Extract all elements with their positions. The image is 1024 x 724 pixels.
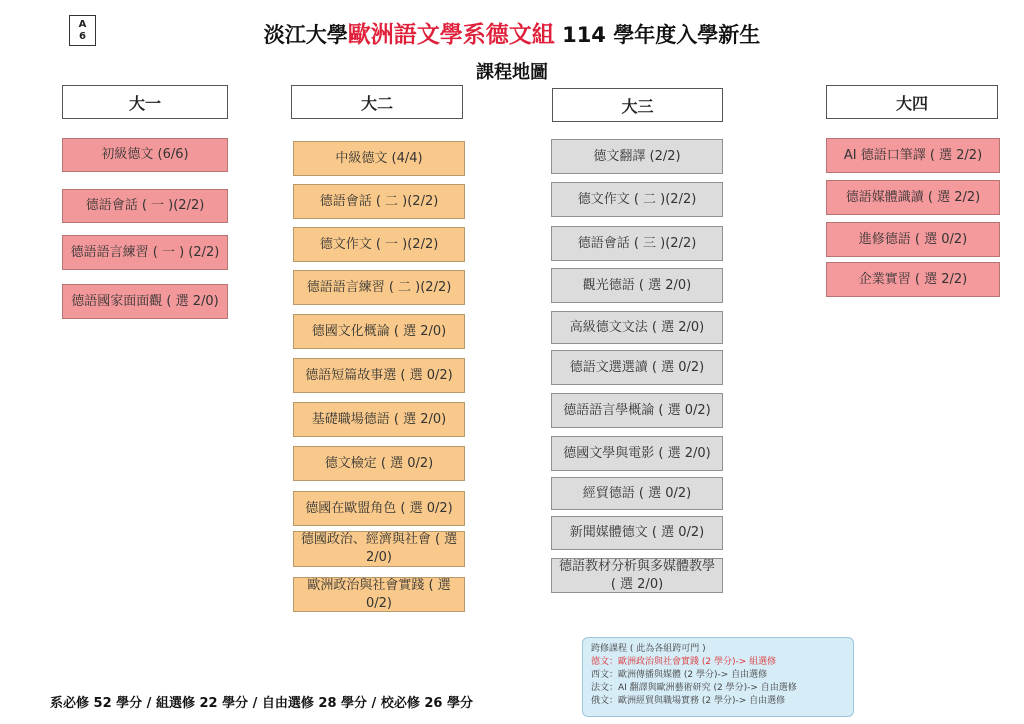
course-box: 德語語言學概論 ( 選 0/2) xyxy=(551,393,723,428)
course-box: 企業實習 ( 選 2/2) xyxy=(826,262,1000,297)
course-box: AI 德語口筆譯 ( 選 2/2) xyxy=(826,138,1000,173)
course-box: 德語短篇故事選 ( 選 0/2) xyxy=(293,358,465,393)
course-box: 進修德語 ( 選 0/2) xyxy=(826,222,1000,257)
note-line: 俄文：歐洲經貿與職場實務 (2 學分)-> 自由選修 xyxy=(591,696,786,706)
course-box: 德文作文 ( 二 )(2/2) xyxy=(551,182,723,217)
course-box: 德語語言練習 ( 一 ) (2/2) xyxy=(62,235,228,270)
year-header-4: 大四 xyxy=(826,85,998,119)
page-title xyxy=(0,16,1024,49)
note-line: 德文：歐洲政治與社會實踐 (2 學分)-> 組選修 xyxy=(591,657,777,667)
year-header-2: 大二 xyxy=(291,85,463,119)
note-line: 法文：AI 翻譯與歐洲藝術研究 (2 學分)-> 自由選修 xyxy=(591,683,797,693)
course-box: 德國文化概論 ( 選 2/0) xyxy=(293,314,465,349)
course-box: 觀光德語 ( 選 2/0) xyxy=(551,268,723,303)
course-box: 德文翻譯 (2/2) xyxy=(551,139,723,174)
title-suffix: 114 學年度入學新生 xyxy=(554,23,761,47)
title-department: 歐洲語文學系德文組 xyxy=(347,22,555,48)
course-box: 德語文選選讀 ( 選 0/2) xyxy=(551,350,723,385)
course-box: 德國政治、經濟與社會 ( 選 2/0) xyxy=(293,531,465,567)
course-box: 初級德文 (6/6) xyxy=(62,138,228,172)
course-box: 新聞媒體德文 ( 選 0/2) xyxy=(551,516,723,550)
cross-course-note xyxy=(582,637,854,717)
course-box: 中級德文 (4/4) xyxy=(293,141,465,176)
course-box: 德語會話 ( 三 )(2/2) xyxy=(551,226,723,261)
course-box: 德文檢定 ( 選 0/2) xyxy=(293,446,465,481)
note-line: 西文：歐洲傳播與媒體 (2 學分)-> 自由選修 xyxy=(591,670,768,680)
course-box: 德語會話 ( 一 )(2/2) xyxy=(62,189,228,223)
course-box: 德語國家面面觀 ( 選 2/0) xyxy=(62,284,228,319)
credit-summary: 系必修 52 學分 / 組選修 22 學分 / 自由選修 28 學分 / 校必修 26 學分 xyxy=(50,696,473,711)
course-box: 德國在歐盟角色 ( 選 0/2) xyxy=(293,491,465,526)
year-header-3: 大三 xyxy=(552,88,723,122)
title-prefix: 淡江大學 xyxy=(263,23,348,47)
course-box: 高級德文文法 ( 選 2/0) xyxy=(551,311,723,344)
course-box: 德語會話 ( 二 )(2/2) xyxy=(293,184,465,219)
page-subtitle: 課程地圖 xyxy=(476,62,548,83)
course-box: 基礎職場德語 ( 選 2/0) xyxy=(293,402,465,437)
course-box: 德語教材分析與多媒體教學 ( 選 2/0) xyxy=(551,558,723,593)
document-tag-line2: 6 xyxy=(79,30,86,42)
course-box: 德國文學與電影 ( 選 2/0) xyxy=(551,436,723,471)
course-box: 德文作文 ( 一 )(2/2) xyxy=(293,227,465,262)
course-box: 歐洲政治與社會實踐 ( 選 0/2) xyxy=(293,577,465,612)
document-tag-line1: A xyxy=(78,18,87,30)
note-heading: 跨修課程 ( 此為各組跨可門 ) xyxy=(591,644,706,654)
course-box: 經貿德語 ( 選 0/2) xyxy=(551,477,723,510)
course-box: 德語語言練習 ( 二 )(2/2) xyxy=(293,270,465,305)
year-header-1: 大一 xyxy=(62,85,228,119)
course-box: 德語媒體識讀 ( 選 2/2) xyxy=(826,180,1000,215)
